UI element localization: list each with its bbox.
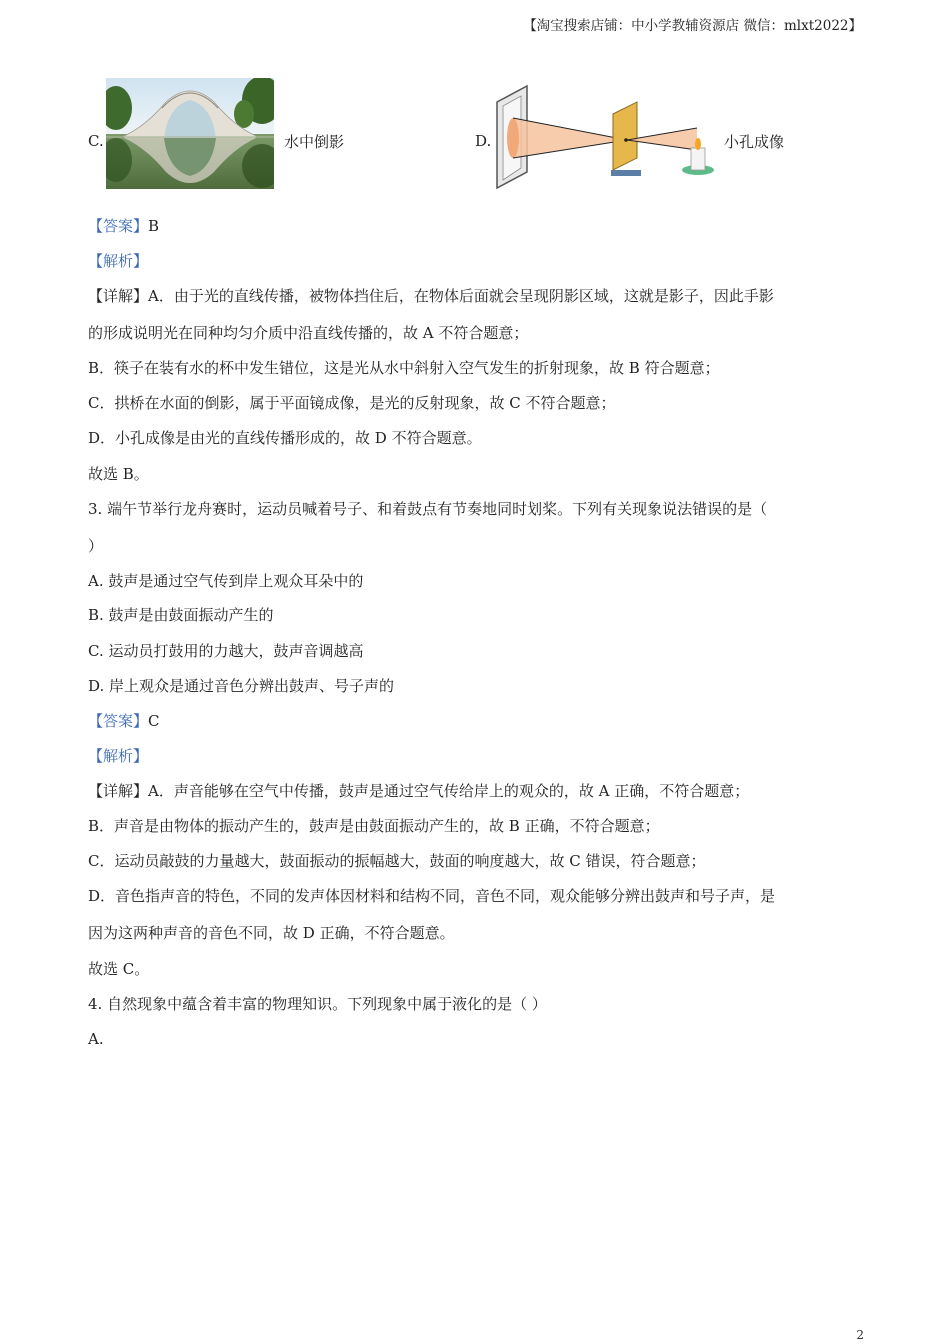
q2-answer-value: B bbox=[148, 217, 160, 235]
q3-detail-d-line1: D．音色指声音的特色，不同的发声体因材料和结构不同，音色不同，观众能够分辨出鼓声和号子声，是 bbox=[88, 887, 776, 905]
q2-detail-d: D．小孔成像是由光的直线传播形成的，故 D 不符合题意。 bbox=[88, 429, 482, 447]
q3-answer-tag: 【答案】 bbox=[88, 712, 149, 730]
q3-option-b: B. 鼓声是由鼓面振动产生的 bbox=[88, 606, 274, 624]
pinhole-camera-diagram bbox=[493, 84, 718, 190]
page-number: 2 bbox=[856, 1328, 864, 1342]
q2-detail-a-line1 bbox=[88, 286, 774, 306]
q3-analysis-tag: 【解析】 bbox=[88, 747, 149, 765]
bridge-reflection-image bbox=[106, 78, 274, 189]
q3-stem-line2: ） bbox=[88, 537, 104, 555]
q2-conclusion: 故选 B。 bbox=[88, 465, 149, 483]
q3-detail-tag: 【详解】 bbox=[88, 782, 149, 800]
q3-detail-b: B．声音是由物体的振动产生的，鼓声是由鼓面振动产生的，故 B 正确，不符合题意； bbox=[88, 817, 660, 835]
q2-answer-line bbox=[88, 216, 159, 236]
q2-detail-c: C．拱桥在水面的倒影，属于平面镜成像，是光的反射现象，故 C 不符合题意； bbox=[88, 394, 616, 412]
q2-answer-tag: 【答案】 bbox=[88, 217, 149, 235]
bridge-reflection-svg bbox=[106, 78, 274, 189]
option-d-letter: D. bbox=[475, 132, 492, 150]
q4-stem: 4. 自然现象中蕴含着丰富的物理知识。下列现象中属于液化的是（ ） bbox=[88, 995, 547, 1013]
q3-detail-d-line2: 因为这两种声音的音色不同，故 D 正确，不符合题意。 bbox=[88, 924, 455, 942]
q2-detail-b: B．筷子在装有水的杯中发生错位，这是光从水中斜射入空气发生的折射现象，故 B 符合题意； bbox=[88, 359, 720, 377]
q2-analysis-tag: 【解析】 bbox=[88, 252, 149, 270]
q2-detail-a-line2: 的形成说明光在同种均匀介质中沿直线传播的，故 A 不符合题意； bbox=[88, 324, 529, 342]
q3-option-a: A. 鼓声是通过空气传到岸上观众耳朵中的 bbox=[88, 572, 364, 590]
q2-detail-a-text: A．由于光的直线传播，被物体挡住后，在物体后面就会呈现阴影区域，这就是影子，因此手影 bbox=[148, 287, 774, 305]
q3-detail-a-text: A．声音能够在空气中传播，鼓声是通过空气传给岸上的观众的，故 A 正确，不符合题意； bbox=[148, 782, 750, 800]
option-c-letter: C. bbox=[88, 132, 104, 150]
q3-option-d: D. 岸上观众是通过音色分辨出鼓声、号子声的 bbox=[88, 677, 395, 695]
q3-detail-c: C．运动员敲鼓的力量越大，鼓面振动的振幅越大，鼓面的响度越大，故 C 错误，符合题意； bbox=[88, 852, 706, 870]
q3-answer-line bbox=[88, 711, 160, 731]
q3-option-c: C. 运动员打鼓用的力越大，鼓声音调越高 bbox=[88, 642, 364, 660]
q3-stem-line1: 3. 端午节举行龙舟赛时，运动员喊着号子、和着鼓点有节奏地同时划桨。下列有关现象说法错误的是（ bbox=[88, 500, 768, 518]
q3-answer-value: C bbox=[148, 712, 160, 730]
page-header: 【淘宝搜索店铺：中小学教辅资源店 微信：mlxt2022】 bbox=[523, 18, 862, 34]
q3-detail-a-line bbox=[88, 781, 749, 801]
pinhole-camera-svg bbox=[493, 84, 718, 190]
q3-conclusion: 故选 C。 bbox=[88, 960, 150, 978]
option-d-caption: 小孔成像 bbox=[724, 133, 785, 151]
option-c-caption: 水中倒影 bbox=[284, 133, 345, 151]
q2-detail-tag: 【详解】 bbox=[88, 287, 149, 305]
q4-option-a: A. bbox=[88, 1030, 104, 1048]
